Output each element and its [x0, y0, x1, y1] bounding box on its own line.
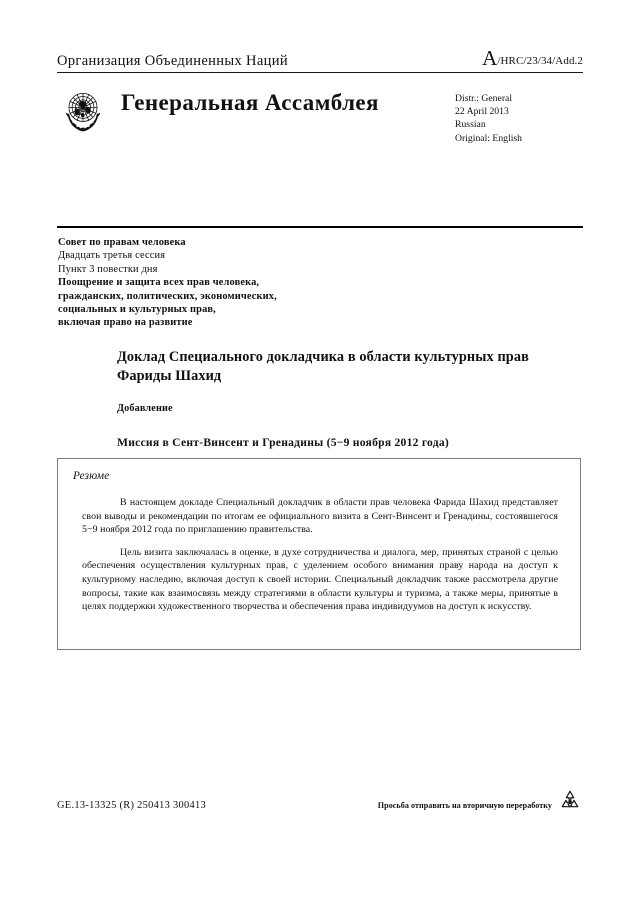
document-masthead	[57, 48, 583, 145]
document-symbol-series: A	[482, 46, 498, 70]
addendum-label: Добавление	[117, 403, 173, 414]
document-symbol-number: /HRC/23/34/Add.2	[497, 55, 583, 67]
agenda-title-line-1: Поощрение и защита всех прав человека,	[58, 277, 260, 289]
summary-paragraph: В настоящем докладе Специальный докладчик в области прав человека Фарида Шахид представляет свои выводы и рекомендации по итогам ее официального визита в Сент-Винсент и Гренадины, состоявшегося 5−9 ноября 2012 года по приглашению правительства.	[82, 497, 558, 536]
title-block	[117, 348, 547, 449]
summary-paragraph: Цель визита заключалась в оценке, в духе сотрудничества и диалога, мер, принятых страной с целью обеспечения осуществления культурных прав, с уделением особого внимания праву народа на доступ к культурному наследию, включая доступ к своей истории. Специальный докладчик также рассмотрела другие вопросы, такие как взаимосвязь между стратегиями в области культуры и туризма, а также меры, принятые в целях поддержки художественного творчества и обеспечения права индивидуумов на доступ к искусству.	[82, 546, 558, 613]
distribution-date: 22 April 2013	[455, 106, 509, 118]
masthead-divider-rule	[57, 72, 583, 73]
distribution-language: Russian	[455, 119, 486, 131]
council-block	[58, 236, 458, 330]
council-body-name: Совет по правам человека	[58, 237, 186, 248]
agenda-title-line-2: гражданских, политических, экономических,	[58, 290, 277, 302]
report-title: Доклад Специального докладчика в области культурных прав Фариды Шахид	[117, 349, 529, 384]
recycle-text: Просьба отправить на вторичную переработку	[377, 801, 552, 810]
page-footer	[57, 797, 583, 814]
distribution-original: Original: English	[455, 132, 522, 144]
council-session: Двадцать третья сессия	[58, 250, 166, 262]
distribution-type: Distr.: General	[455, 93, 513, 104]
masthead-body-row	[57, 80, 583, 145]
mission-subtitle: Миссия в Сент-Винсент и Гренадины (5−9 ноября 2012 года)	[117, 436, 450, 449]
recycling-icon	[557, 788, 583, 814]
agenda-item: Пункт 3 повестки дня	[58, 263, 158, 275]
document-symbol	[482, 48, 583, 70]
recycle-notice	[378, 797, 583, 814]
summary-body	[82, 496, 558, 614]
masthead-top-row	[57, 48, 583, 72]
summary-heading: Резюме	[73, 470, 110, 482]
summary-box	[57, 458, 581, 650]
agenda-title-line-4: включая право на развитие	[58, 317, 193, 329]
distribution-block	[455, 92, 583, 145]
assembly-title: Генеральная Ассамблея	[121, 90, 379, 115]
header-bottom-rule	[57, 226, 583, 228]
agenda-title-line-3: социальных и культурных прав,	[58, 304, 216, 316]
job-number: GE.13-13325 (R) 250413 300413	[57, 800, 206, 811]
un-emblem-icon	[57, 84, 109, 136]
organization-name: Организация Объединенных Наций	[57, 53, 288, 69]
